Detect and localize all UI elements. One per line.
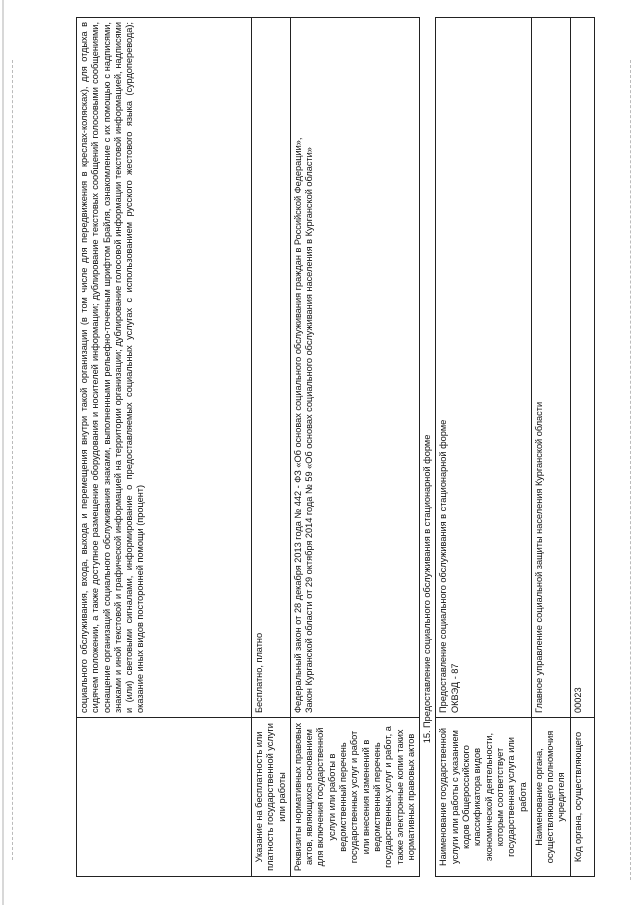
legal-act-federal: Федеральный закон от 28 декабря 2013 года № 442 - ФЗ «Об основах социального обслуживания граждан в Российской Федерации», [292,137,303,713]
section-header-row [420,18,436,877]
legal-acts [290,18,419,718]
section-title: Предоставление социального обслуживания в стационарной форме [422,434,433,728]
row-label [77,718,252,877]
table-row [252,18,291,877]
row-label: Реквизиты нормативных правовых актов, являющихся основанием для включения государственной услуги или работы в ведомственный перечень государственных услуг и работ или внесения изменений в ведомственный перечень государственных услуг и работ, а также электронные копии таких нормативных правовых актов [290,718,419,877]
row-label: Указание на бесплатность или платность государственной услуги или работы [252,718,291,877]
table-row [570,18,594,877]
service-name [436,18,531,718]
section-number: 15. [422,730,433,744]
table-row [290,18,419,877]
table-row [436,18,531,877]
authority-value: Главное управление социальной защиты населения Курганской области [531,18,570,718]
service-table [76,17,595,877]
section-header [420,18,436,877]
service-name-value: Предоставление социального обслуживания в стационарной форме [438,419,449,713]
table-row [77,18,252,877]
row-label: Наименование органа, осуществляющего полномочия учредителя [531,718,570,877]
row-label: Код органа, осуществляющего [570,718,594,877]
table-row [531,18,570,877]
okved-code: ОКВЭД - 87 [449,663,460,713]
row-label: Наименование государственной услуги или работы с указанием кодов Общероссийского классификатора видов экономической деятельности, которым соответствует государственная услуга или работа [436,718,531,877]
legal-act-regional: Закон Курганской области от 29 октября 2014 года № 59 «Об основах социального обслуживания населения в Курганской области» [304,147,315,713]
accessibility-text: социального обслуживания, входа, выхода и перемещения внутри такой организации (в том числе для передвижения в креслах-колясках), для отдыха в сидячем положении, а также доступное размещение оборудования и носителей информации; дублирование текстовых сообщений голосовыми сообщениями, оснащение организаций социального обслуживания знаками, выполненными рельефно-точечным шрифтом Брайля, ознакомление с их помощью с надписями, знаками и иной текстовой и графической информацией на территории организации; дублирование голосовой информации текстовой информацией, надписями и (или) световыми сигналами, информирование о предоставляемых социальных услугах с использованием русского жестового языка (сурдоперевода); оказание иных видов посторонней помощи (процент) [77,18,252,718]
payment-value: Бесплатно, платно [252,18,291,718]
code-value: 00023 [570,18,594,718]
